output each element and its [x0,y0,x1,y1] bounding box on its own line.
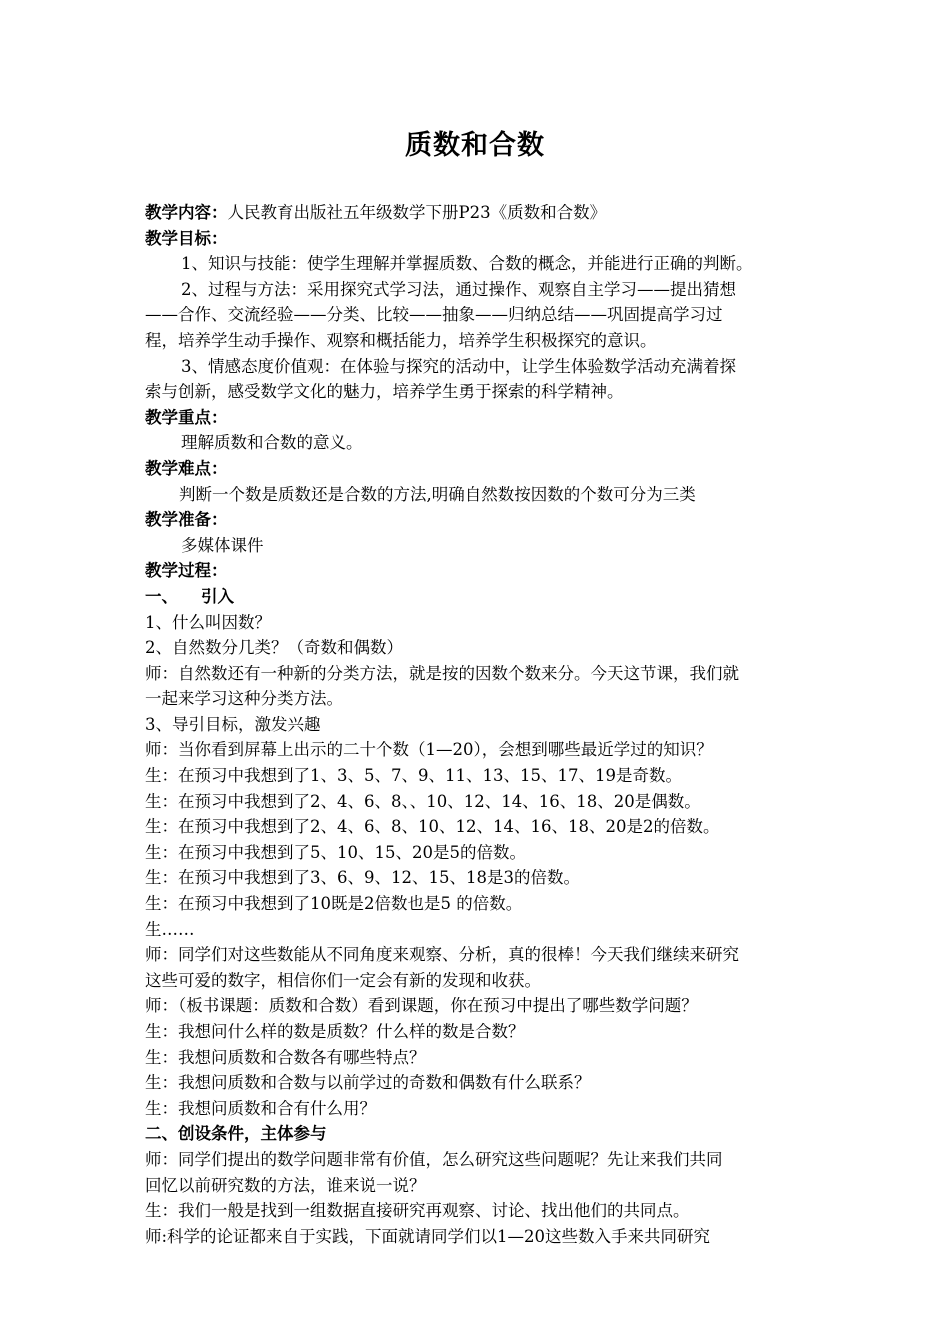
paragraph: 师：同学们对这些数能从不同角度来观察、分析，真的很棒！今天我们继续来研究 [145,945,739,965]
preparation-text: 多媒体课件 [181,535,264,555]
paragraph: 生：在预习中我想到了2、4、6、8、、10、12、14、16、18、20是偶数。 [145,791,701,811]
goal-1: 1、知识与技能：使学生理解并掌握质数、合数的概念，并能进行正确的判断。 [181,254,753,274]
paragraph: 师：同学们提出的数学问题非常有价值，怎么研究这些问题呢？先让来我们共同 [145,1149,723,1169]
process-label: 教学过程： [145,561,228,581]
document-title: 质数和合数 [405,130,545,161]
key-point-label: 教学重点： [145,407,228,427]
preparation-label: 教学准备： [145,510,228,530]
difficulty-text: 判断一个数是质数还是合数的方法,明确自然数按因数的个数可分为三类 [179,484,696,504]
teaching-content-label: 教学内容： [145,203,228,222]
paragraph: 师：（板书课题：质数和合数）看到课题，你在预习中提出了哪些数学问题？ [145,996,698,1016]
paragraph: 生：我想问质数和合数与以前学过的奇数和偶数有什么联系？ [145,1073,591,1093]
paragraph: 生：在预习中我想到了3、6、9、12、15、18是3的倍数。 [145,868,580,888]
paragraph: 回忆以前研究数的方法，谁来说一说？ [145,1175,426,1195]
paragraph: 这些可爱的数字，相信你们一定会有新的发现和收获。 [145,970,541,990]
paragraph: 生：我想问什么样的数是质数？什么样的数是合数？ [145,1022,525,1041]
paragraph: 师：自然数还有一种新的分类方法，就是按的因数个数来分。今天这节课，我们就 [145,663,739,683]
paragraph: 生：在预习中我想到了10既是2倍数也是5 的倍数。 [145,894,523,914]
document-body [145,200,811,1249]
teaching-content-line [145,200,811,226]
goal-2-line-2: ——合作、交流经验——分类、比较——抽象——归纳总结——巩固提高学习过 [145,305,723,325]
paragraph: 师:科学的论证都来自于实践，下面就请同学们以1—20这些数入手来共同研究 [145,1226,711,1246]
paragraph: 生：我想问质数和合有什么用？ [145,1098,376,1118]
goal-2-line-3: 程，培养学生动手操作、观察和概括能力，培养学生积极探究的意识。 [145,330,657,350]
difficulty-label: 教学难点： [145,458,228,478]
paragraph: 一起来学习这种分类方法。 [145,689,343,709]
paragraph: 3、导引目标，激发兴趣 [145,714,321,734]
paragraph: 生：在预习中我想到了5、10、15、20是5的倍数。 [145,842,526,862]
teaching-goals-label: 教学目标： [145,228,228,248]
paragraph: 生：我们一般是找到一组数据直接研究再观察、讨论、找出他们的共同点。 [145,1201,690,1221]
paragraph: 师：当你看到屏幕上出示的二十个数（1—20），会想到哪些最近学过的知识？ [145,740,713,760]
paragraph: 生…… [145,919,195,939]
goal-2-line-1: 2、过程与方法：采用探究式学习法，通过操作、观察自主学习——提出猜想 [181,279,736,299]
goal-3-line-2: 索与创新，感受数学文化的魅力，培养学生勇于探索的科学精神。 [145,382,624,402]
section-1-heading: 一、 引入 [145,586,234,606]
key-point-text: 理解质数和合数的意义。 [181,433,363,453]
paragraph: 生：在预习中我想到了2、4、6、8、10、12、14、16、18、20是2的倍数。 [145,817,720,837]
section-2-heading: 二、创设条件，主体参与 [145,1124,327,1144]
teaching-content-text: 人民教育出版社五年级数学下册P23《质数和合数》 [227,203,607,222]
goal-3-line-1: 3、情感态度价值观：在体验与探究的活动中，让学生体验数学活动充满着探 [181,356,736,376]
paragraph: 生：我想问质数和合数各有哪些特点？ [145,1047,426,1067]
paragraph: 2、自然数分几类？（奇数和偶数） [145,638,403,658]
paragraph: 1、什么叫因数？ [145,612,271,632]
paragraph: 生：在预习中我想到了1、3、5、7、9、11、13、15、17、19是奇数。 [145,766,682,786]
